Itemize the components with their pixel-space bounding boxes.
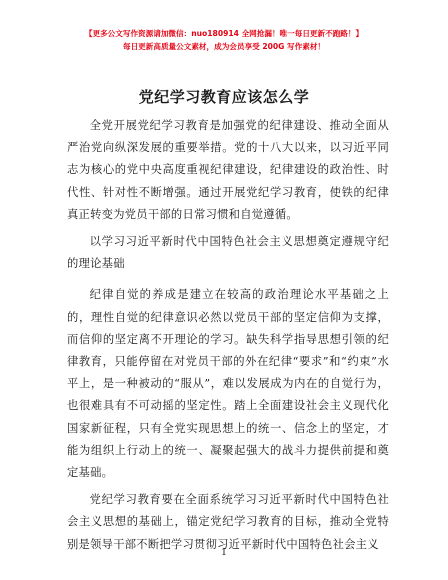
body-paragraph-2: 纪律自觉的养成是建立在较高的政治理论水平基础之上的，理性自觉的纪律意识必然以党员干部的坚定信仰为支撑，而信仰的坚定离不开理论的学习。缺失科学指导思想引领的纪律教育，只能停留在对党员干部的外在纪律“要求”和“约束”水平上，是一种被动的“服从”，难以发展成为内在的自觉行为，也很难具有不可动摇的坚定性。踏上全面建设社会主义现代化国家新征程，只有全党实现思想上的统一、信念上的坚定，才能为组织上行动上的统一、凝聚起强大的战斗力提供前提和奠定基础。 [67,288,389,480]
body-paragraph-1: 全党开展党纪学习教育是加强党的纪律建设、推动全面从严治党向纵深发展的重要举措。党的十八大以来，以习近平同志为核心的党中央高度重视纪律建设，纪律建设的政治性、时代性、针对性不断增强。通过开展党纪学习教育，使铁的纪律真正转变为党员干部的日常习惯和自觉遵循。 [67,119,389,221]
promo-line-2: 每日更新高质量公文素材，成为会员享受 200G 写作素材！ [122,42,326,51]
page-number: 1 [221,548,227,558]
section-heading: 以学习习近平新时代中国特色社会主义思想奠定遵规守纪的理论基础 [67,235,389,271]
promo-banner [0,27,448,53]
body-paragraph-3: 党纪学习教育要在全面系统学习习近平新时代中国特色社会主义思想的基础上，锚定党纪学习教育的目标，推动全党特别是领导干部不断把学习贯彻习近平新时代中国特色社会主义 [67,493,389,551]
promo-line-1: 【更多公文写作资源请加微信：nuo180914 全网抢漏！唯一每日更新不跑路！】 [84,29,364,38]
document-body [67,115,389,561]
document-title: 党纪学习教育应该怎么学 [138,88,310,106]
